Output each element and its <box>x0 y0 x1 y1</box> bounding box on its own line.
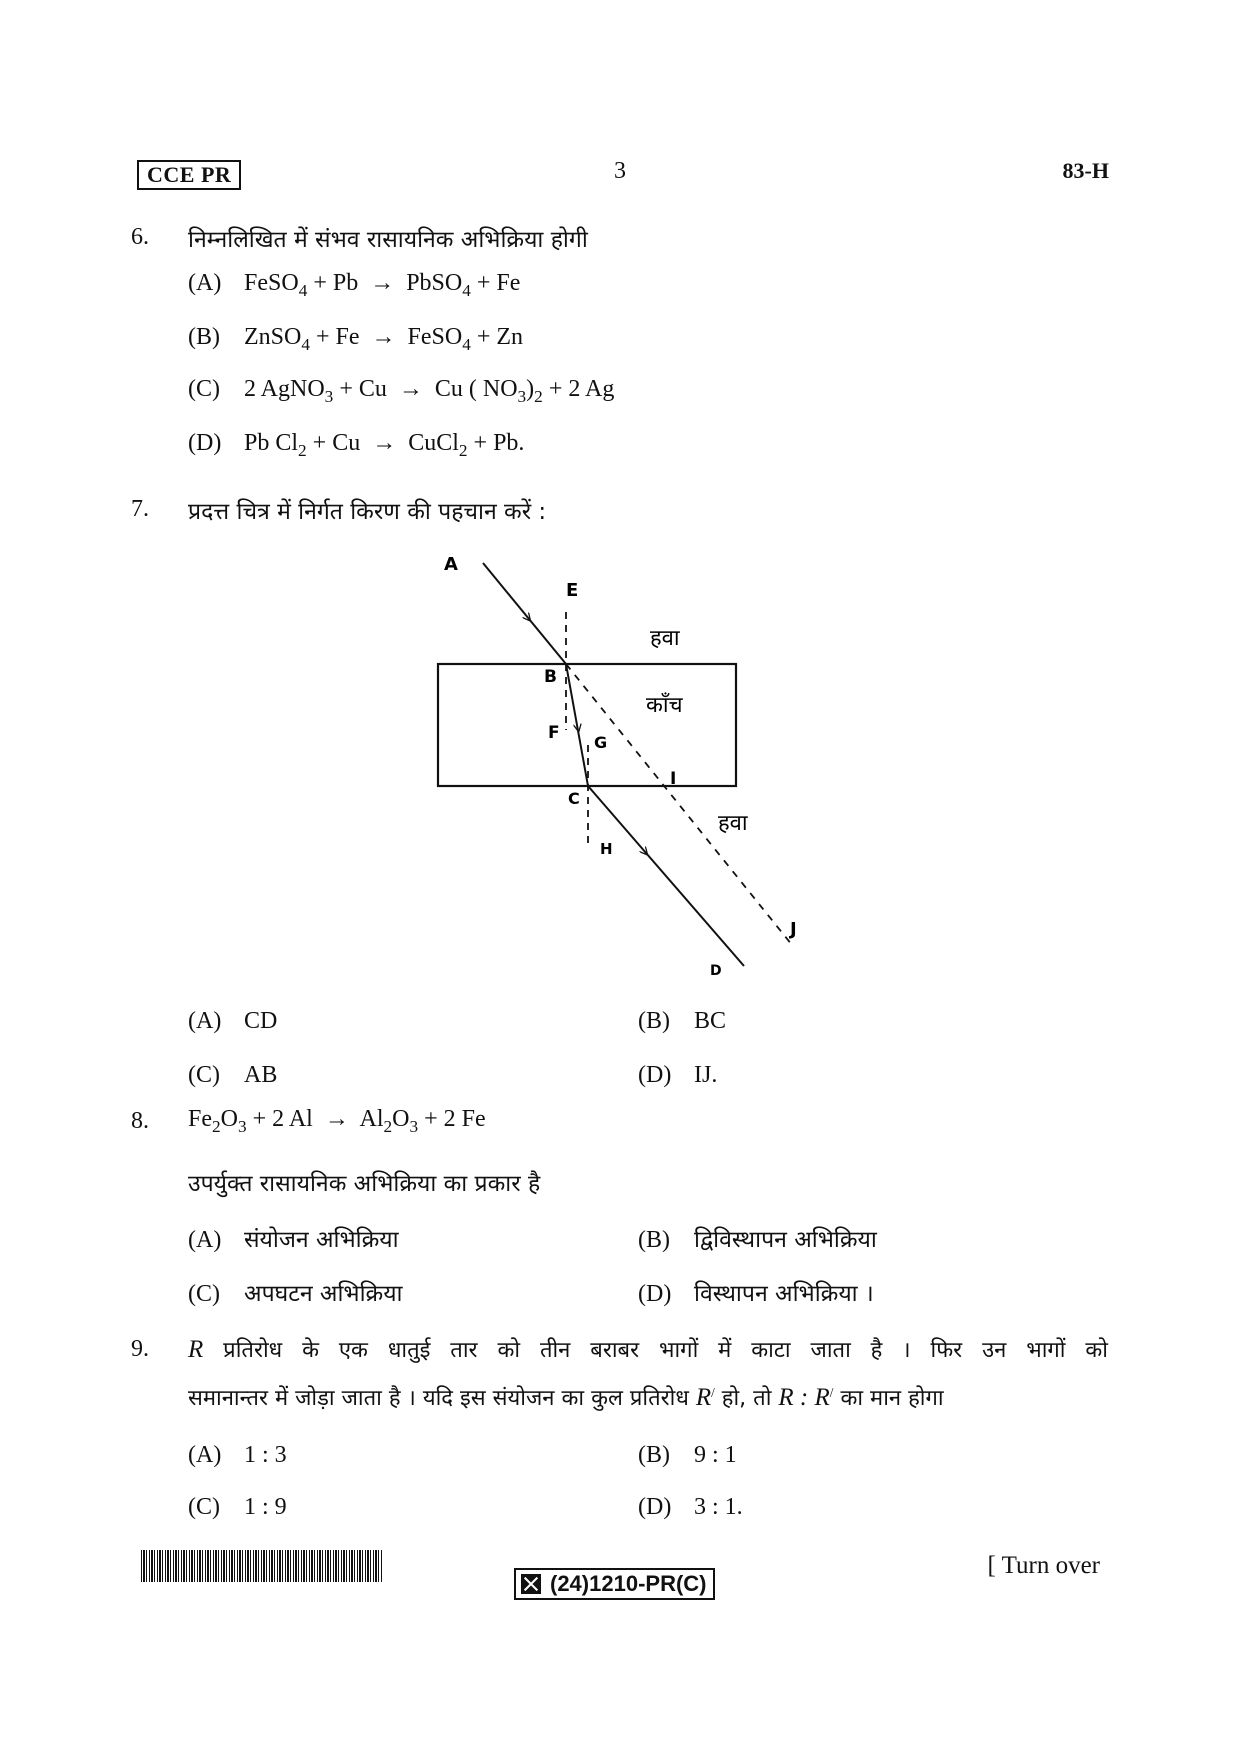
option-c[interactable]: (C) AB <box>188 1062 278 1088</box>
refracted-ray <box>566 664 588 786</box>
equation: $Fe_2O_3 + 2$ $Al \to Al_2O_3 + 2$ Fe <box>188 1106 486 1137</box>
option-a[interactable]: (A) संयोजन अभिक्रिया <box>188 1227 399 1253</box>
option-c[interactable]: (C) 1 : 9 <box>188 1494 287 1520</box>
option-d[interactable]: (D) 3 : 1. <box>638 1494 743 1520</box>
label-a: A <box>444 554 458 575</box>
medium-air-bottom: हवा <box>718 811 748 836</box>
label-e: E <box>566 580 579 601</box>
page-number: 3 <box>614 158 626 184</box>
question-number: 7. <box>131 496 149 522</box>
question-text: प्रदत्त चित्र में निर्गत किरण की पहचान करें : <box>188 499 547 525</box>
option-b[interactable]: (B) BC <box>638 1008 727 1034</box>
option-a[interactable]: (A) FeSO$_4$ + Pb → PbSO$_4$ + Fe <box>188 270 521 301</box>
option-b[interactable]: (B) 9 : 1 <box>638 1442 737 1468</box>
refraction-diagram <box>420 540 820 990</box>
cross-mark-icon <box>521 1574 541 1594</box>
label-g: G <box>594 733 608 752</box>
medium-glass: काँच <box>646 693 683 718</box>
option-d[interactable]: (D) Pb $Cl_2 + Cu$ → CuCl$_2$ + Pb. <box>188 430 525 461</box>
barcode <box>141 1550 383 1582</box>
question-number: 6. <box>131 224 149 250</box>
option-b[interactable]: (B) द्विविस्थापन अभिक्रिया <box>638 1227 877 1253</box>
question-number: 8. <box>131 1108 149 1134</box>
paper-code-header: 83-H <box>1062 158 1109 183</box>
series-label: CCE PR <box>137 160 241 190</box>
label-j: J <box>790 919 797 940</box>
label-h: H <box>600 840 613 858</box>
option-b[interactable]: (B) ZnSO$_4$ + Fe → FeSO$_4$ + Zn <box>188 324 524 355</box>
option-a[interactable]: (A) CD <box>188 1008 278 1034</box>
footer-paper-code: (24)1210-PR(C) <box>514 1568 715 1600</box>
glass-slab <box>438 664 736 786</box>
option-d[interactable]: (D) विस्थापन अभिक्रिया । <box>638 1281 874 1307</box>
option-d[interactable]: (D) IJ. <box>638 1062 718 1088</box>
option-c[interactable]: (C) अपघटन अभिक्रिया <box>188 1281 403 1307</box>
question-text: उपर्युक्त रासायनिक अभिक्रिया का प्रकार है <box>188 1171 541 1197</box>
question-text: निम्नलिखित में संभव रासायनिक अभिक्रिया होगी <box>188 227 588 253</box>
label-b: B <box>544 667 557 687</box>
label-f: F <box>548 723 560 743</box>
turn-over-label: [ Turn over <box>987 1552 1100 1579</box>
question-text-line-1: R प्रतिरोध के एक धातुई तार को तीन बराबर भागों में काटा जाता है । फिर उन भागों को <box>188 1336 1108 1363</box>
incident-ray <box>483 563 566 664</box>
medium-air-top: हवा <box>650 626 680 651</box>
question-text-line-2: समानान्तर में जोड़ा जाता है । यदि इस संयोजन का कुल प्रतिरोध R/ हो, तो R : R/ का मान होगा <box>188 1384 944 1411</box>
label-d: D <box>710 963 722 979</box>
option-a[interactable]: (A) 1 : 3 <box>188 1442 287 1468</box>
label-c: C <box>568 789 580 808</box>
option-c[interactable]: (C) 2 AgNO$_3$ + Cu → Cu ( $NO_3)_2 + 2$ Ag <box>188 376 615 407</box>
label-i: I <box>670 769 677 789</box>
question-number: 9. <box>131 1336 149 1362</box>
